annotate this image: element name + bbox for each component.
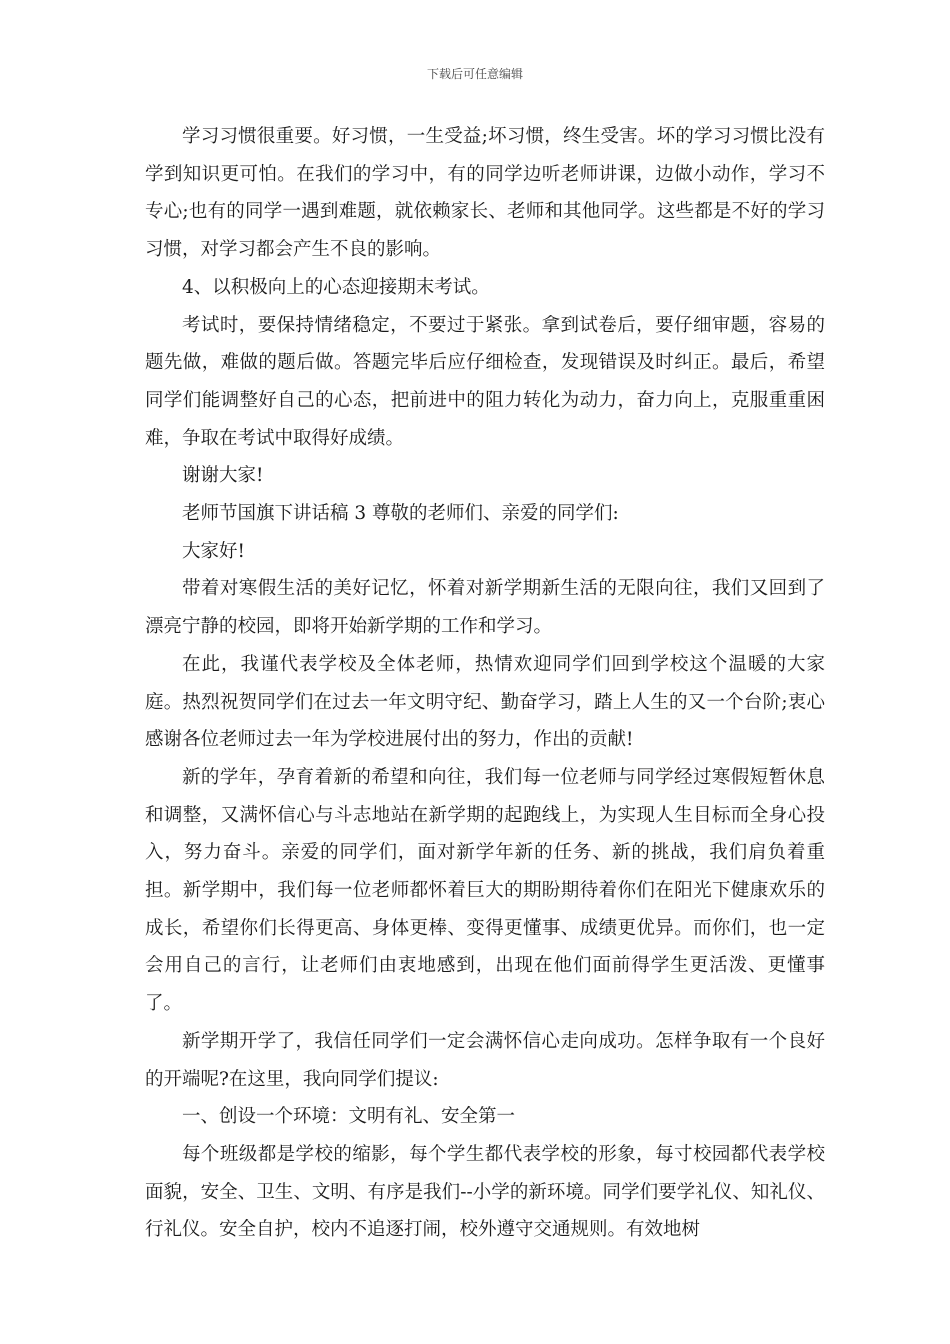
paragraph-thanks: 谢谢大家! [182, 465, 264, 487]
paragraph-heading-positive-attitude: 4、以积极向上的心态迎接期末考试。 [182, 276, 490, 298]
paragraph-class-image: 每个班级都是学校的缩影，每个学生都代表学校的形象，每寸校园都代表学校面貌，安全、卫生、文明、有序是我们--小学的新环境。同学们要学礼仪、知礼仪、行礼仪。安全自护，校内不追逐打闹，校外遵守交通规则。有效地树 [145, 1143, 825, 1241]
document-body [145, 118, 825, 1249]
paragraph-study-habits: 学习习惯很重要。好习惯，一生受益;坏习惯，终生受害。坏的学习习惯比没有学到知识更可怕。在我们的学习中，有的同学边听老师讲课，边做小动作，学习不专心;也有的同学一遇到难题，就依赖家长、老师和其他同学。这些都是不好的学习习惯，对学习都会产生不良的影响。 [145, 126, 825, 261]
paragraph-heading-environment: 一、创设一个环境：文明有礼、安全第一 [182, 1106, 516, 1128]
paragraph-suggestion-intro: 新学期开学了，我信任同学们一定会满怀信心走向成功。怎样争取有一个良好的开端呢?在这里，我向同学们提议: [145, 1030, 825, 1090]
paragraph-exam-advice: 考试时，要保持情绪稳定，不要过于紧张。拿到试卷后，要仔细审题，容易的题先做，难做的题后做。答题完毕后应仔细检查，发现错误及时纠正。最后，希望同学们能调整好自己的心态，把前进中的阻力转化为动力，奋力向上，克服重重困难，争取在考试中取得好成绩。 [145, 314, 825, 449]
page-header: 下载后可任意编辑 [426, 67, 523, 81]
paragraph-return-campus: 带着对寒假生活的美好记忆，怀着对新学期新生活的无限向往，我们又回到了漂亮宁静的校园，即将开始新学期的工作和学习。 [145, 578, 825, 638]
paragraph-speech-title: 老师节国旗下讲话稿 3 尊敬的老师们、亲爱的同学们: [182, 503, 619, 525]
paragraph-new-year: 新的学年，孕育着新的希望和向往，我们每一位老师与同学经过寒假短暂休息和调整，又满怀信心与斗志地站在新学期的起跑线上，为实现人生目标而全身心投入，努力奋斗。亲爱的同学们，面对新学年新的任务、新的挑战，我们肩负着重担。新学期中，我们每一位老师都怀着巨大的期盼期待着你们在阳光下健康欢乐的成长，希望你们长得更高、身体更棒、变得更懂事、成绩更优异。而你们，也一定会用自己的言行，让老师们由衷地感到，出现在他们面前得学生更活泼、更懂事了。 [145, 766, 825, 1015]
paragraph-greeting: 大家好! [182, 540, 245, 562]
paragraph-welcome: 在此，我谨代表学校及全体老师，热情欢迎同学们回到学校这个温暖的大家庭。热烈祝贺同学们在过去一年文明守纪、勤奋学习，踏上人生的又一个台阶;衷心感谢各位老师过去一年为学校进展付出的努力，作出的贡献! [145, 653, 825, 751]
